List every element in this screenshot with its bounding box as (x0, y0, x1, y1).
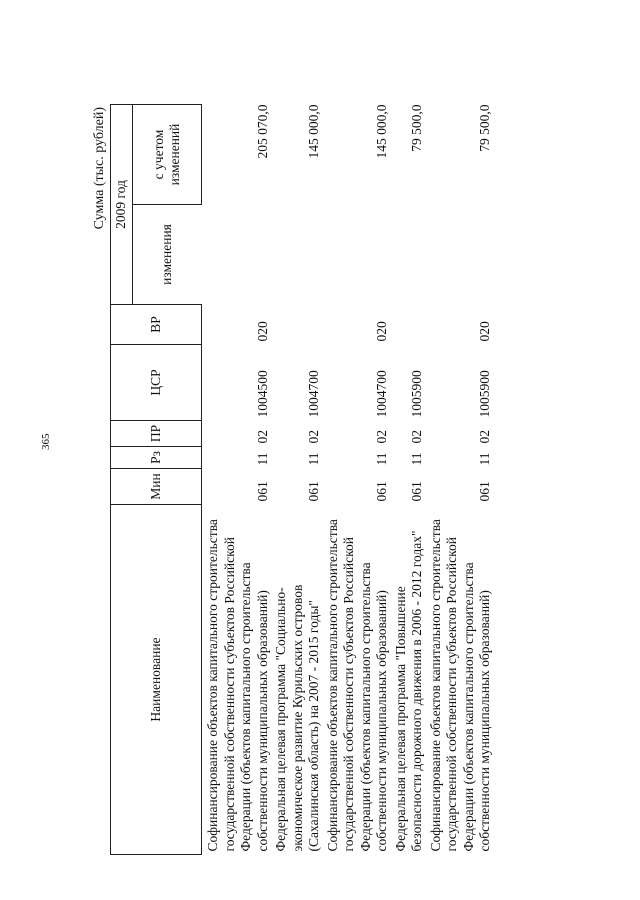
row-pr: 02 (306, 430, 321, 444)
header-min: Мин (111, 469, 202, 505)
row-name: Федеральная целевая программа "Повышение безопасности дорожного движения в 2006 - 2012 годах" (392, 530, 424, 852)
row-vr (272, 305, 324, 345)
row-min: 061 (409, 481, 424, 502)
budget-table-body (202, 105, 495, 855)
row-total: 145 000,0 (374, 104, 389, 159)
row-changes (324, 205, 392, 305)
header-rz: Рз (111, 447, 202, 469)
row-name: Софинансирование объектов капитального строительства государственной собственности субъектов Российской Федерации (объектов капитального строительства собственности муниципальных образований) (205, 519, 270, 852)
row-name: Федеральная целевая программа "Социально-экономическое развитие Курильских островов (Сахалинская область) на 2007 - 2015 годы" (273, 584, 321, 852)
row-changes (392, 205, 427, 305)
row-pr: 02 (477, 430, 492, 444)
row-changes (202, 205, 273, 305)
row-changes (427, 205, 495, 305)
header-changes: изменения (133, 205, 202, 305)
row-min: 061 (477, 481, 492, 502)
table-row (427, 105, 495, 855)
table-row (392, 105, 427, 855)
header-row-year (111, 105, 133, 855)
row-total: 79 500,0 (409, 104, 424, 152)
table-row (272, 105, 324, 855)
row-name: Софинансирование объектов капитального строительства государственной собственности субъектов Российской Федерации (объектов капитального строительства собственности муниципальных образований) (324, 519, 389, 852)
row-csr: 1004500 (254, 370, 270, 418)
row-min: 061 (254, 481, 270, 502)
row-csr: 1005900 (409, 370, 424, 418)
row-min: 061 (374, 481, 389, 502)
header-name: Наименование (111, 505, 202, 855)
row-rz: 11 (374, 452, 389, 466)
row-total: 205 070,0 (254, 104, 270, 159)
row-vr (392, 305, 427, 345)
row-changes (272, 205, 324, 305)
row-rz: 11 (306, 452, 321, 466)
row-vr: 020 (254, 321, 270, 342)
header-year: 2009 год (111, 105, 133, 305)
table-row (202, 105, 273, 855)
budget-table (110, 104, 495, 855)
header-vr: ВР (111, 305, 202, 345)
row-csr: 1004700 (374, 370, 389, 418)
row-rz: 11 (477, 452, 492, 466)
table-row (324, 105, 392, 855)
row-min: 061 (306, 481, 321, 502)
row-total: 79 500,0 (477, 104, 492, 152)
row-rz: 11 (254, 452, 270, 466)
header-with-changes: с учетом изменений (133, 105, 202, 205)
row-name: Софинансирование объектов капитального строительства государственной собственности субъектов Российской Федерации (объектов капитального строительства собственности муниципальных образований) (427, 519, 492, 852)
row-pr: 02 (254, 430, 270, 444)
row-vr: 020 (374, 321, 389, 342)
row-rz: 11 (409, 452, 424, 466)
budget-sheet (90, 105, 500, 855)
page-number: 365 (40, 433, 52, 450)
row-pr: 02 (374, 430, 389, 444)
row-pr: 02 (409, 430, 424, 444)
header-pr: ПР (111, 421, 202, 447)
row-csr: 1005900 (477, 370, 492, 418)
row-total: 145 000,0 (306, 104, 321, 159)
row-csr: 1004700 (306, 370, 321, 418)
row-vr: 020 (477, 321, 492, 342)
header-csr: ЦСР (111, 345, 202, 421)
units-caption: Сумма (тыс. рублей) (92, 107, 107, 230)
